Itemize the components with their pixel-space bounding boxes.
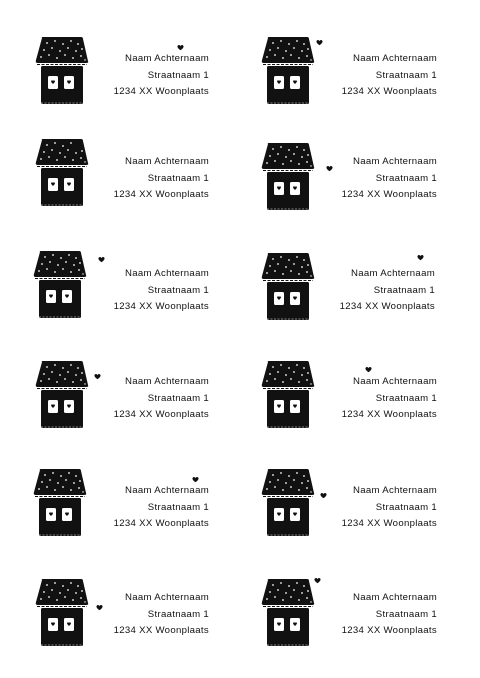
address-label bbox=[261, 578, 480, 678]
heart-icon bbox=[192, 470, 199, 477]
heart-icon bbox=[74, 136, 81, 143]
house-icon bbox=[261, 578, 315, 648]
postal-city: 1234 XX Woonplaats bbox=[341, 86, 437, 97]
heart-icon bbox=[365, 360, 372, 367]
recipient-name: Naam Achternaam bbox=[353, 376, 437, 387]
address-label bbox=[261, 360, 480, 460]
street-address: Straatnaam 1 bbox=[375, 392, 437, 404]
address-label bbox=[261, 142, 480, 242]
postal-city: 1234 XX Woonplaats bbox=[341, 409, 437, 420]
recipient-name: Naam Achternaam bbox=[353, 53, 437, 64]
recipient-name: Naam Achternaam bbox=[353, 156, 437, 167]
address-label bbox=[33, 250, 263, 350]
address-label bbox=[35, 36, 265, 136]
house-icon bbox=[261, 142, 315, 212]
house-icon bbox=[35, 36, 89, 106]
recipient-name: Naam Achternaam bbox=[353, 485, 437, 496]
heart-icon bbox=[316, 33, 323, 40]
house-icon bbox=[33, 250, 87, 320]
address-lines bbox=[95, 51, 209, 101]
street-address: Straatnaam 1 bbox=[375, 608, 437, 620]
street-address: Straatnaam 1 bbox=[147, 392, 209, 404]
recipient-name: Naam Achternaam bbox=[125, 156, 209, 167]
street-address: Straatnaam 1 bbox=[375, 172, 437, 184]
street-address: Straatnaam 1 bbox=[147, 608, 209, 620]
postal-city: 1234 XX Woonplaats bbox=[113, 518, 209, 529]
address-label bbox=[35, 138, 265, 238]
address-label bbox=[261, 468, 480, 568]
recipient-name: Naam Achternaam bbox=[125, 53, 209, 64]
postal-city: 1234 XX Woonplaats bbox=[113, 86, 209, 97]
postal-city: 1234 XX Woonplaats bbox=[113, 625, 209, 636]
house-icon bbox=[35, 578, 89, 648]
recipient-name: Naam Achternaam bbox=[125, 485, 209, 496]
recipient-name: Naam Achternaam bbox=[125, 268, 209, 279]
street-address: Straatnaam 1 bbox=[147, 501, 209, 513]
address-label bbox=[35, 578, 265, 678]
heart-icon bbox=[98, 250, 105, 257]
address-lines bbox=[95, 374, 209, 424]
address-label bbox=[33, 468, 263, 568]
recipient-name: Naam Achternaam bbox=[125, 376, 209, 387]
address-lines bbox=[323, 590, 437, 640]
recipient-name: Naam Achternaam bbox=[125, 592, 209, 603]
address-lines bbox=[323, 154, 437, 204]
address-lines bbox=[323, 483, 437, 533]
house-icon bbox=[261, 36, 315, 106]
address-lines bbox=[95, 266, 209, 316]
postal-city: 1234 XX Woonplaats bbox=[113, 301, 209, 312]
postal-city: 1234 XX Woonplaats bbox=[341, 518, 437, 529]
house-icon bbox=[261, 360, 315, 430]
heart-icon bbox=[177, 38, 184, 45]
heart-icon bbox=[314, 571, 321, 578]
street-address: Straatnaam 1 bbox=[375, 501, 437, 513]
recipient-name: Naam Achternaam bbox=[353, 592, 437, 603]
street-address: Straatnaam 1 bbox=[373, 284, 435, 296]
street-address: Straatnaam 1 bbox=[147, 284, 209, 296]
address-lines bbox=[323, 51, 437, 101]
recipient-name: Naam Achternaam bbox=[351, 268, 435, 279]
address-lines bbox=[95, 154, 209, 204]
street-address: Straatnaam 1 bbox=[147, 172, 209, 184]
postal-city: 1234 XX Woonplaats bbox=[339, 301, 435, 312]
postal-city: 1234 XX Woonplaats bbox=[341, 189, 437, 200]
postal-city: 1234 XX Woonplaats bbox=[341, 625, 437, 636]
house-icon bbox=[35, 360, 89, 430]
postal-city: 1234 XX Woonplaats bbox=[113, 409, 209, 420]
address-label bbox=[261, 252, 480, 352]
address-label bbox=[35, 360, 265, 460]
house-icon bbox=[261, 468, 315, 538]
address-lines bbox=[321, 266, 435, 316]
address-lines bbox=[95, 590, 209, 640]
house-icon bbox=[33, 468, 87, 538]
street-address: Straatnaam 1 bbox=[147, 69, 209, 81]
heart-icon bbox=[94, 367, 101, 374]
address-lines bbox=[95, 483, 209, 533]
street-address: Straatnaam 1 bbox=[375, 69, 437, 81]
address-lines bbox=[323, 374, 437, 424]
postal-city: 1234 XX Woonplaats bbox=[113, 189, 209, 200]
address-label bbox=[261, 36, 480, 136]
heart-icon bbox=[417, 248, 424, 255]
house-icon bbox=[261, 252, 315, 322]
